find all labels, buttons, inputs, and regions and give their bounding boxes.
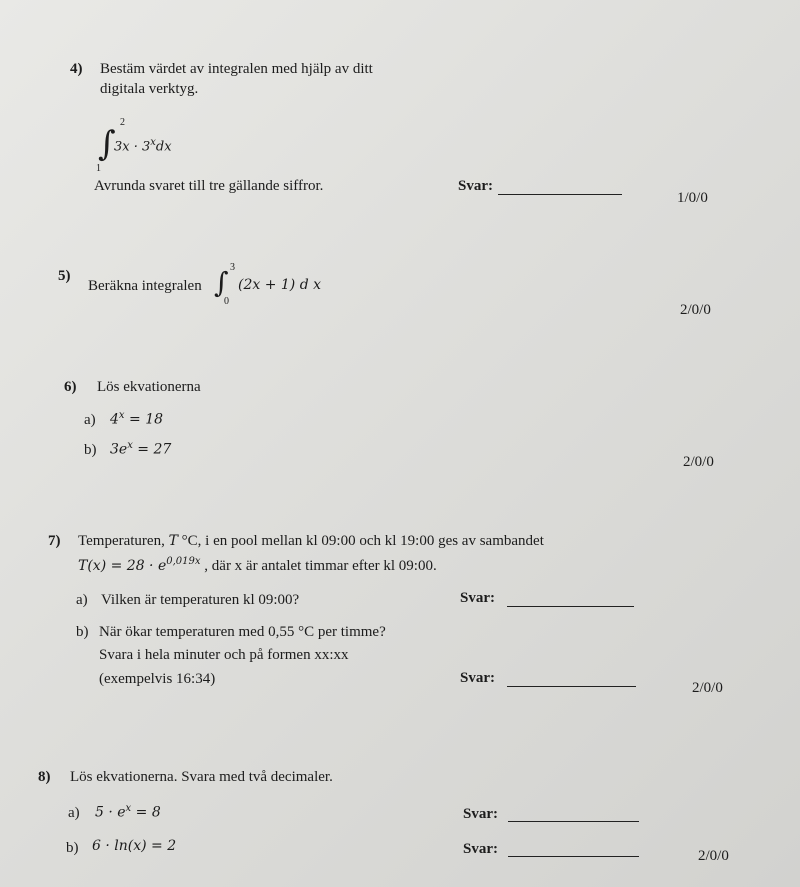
q7-a-label: a) — [76, 592, 88, 608]
q8-a-answer-line[interactable] — [508, 821, 639, 822]
q6-points: 2/0/0 — [683, 454, 714, 470]
q7-b-label: b) — [76, 624, 89, 640]
q5-lower-limit: 0 — [224, 296, 229, 307]
q4-svar-label: Svar: — [458, 178, 493, 194]
q8-a-label: a) — [68, 805, 80, 821]
q4-number: 4) — [70, 61, 83, 77]
q7-a-svar-label: Svar: — [460, 590, 495, 606]
q5-integral — [210, 262, 350, 308]
integral-sign-icon: ∫ — [98, 124, 116, 164]
q8-a-equation: $5 \cdot e^x = 8$ — [95, 803, 161, 821]
q8-a-svar-label: Svar: — [463, 806, 498, 822]
q7-line2: $T(x) = 28 \cdot e^{0,019x}$ , där x är antalet timmar efter kl 09:00. — [78, 556, 437, 574]
q7-b-svar-label: Svar: — [460, 670, 495, 686]
q6-title: Lös ekvationerna — [97, 379, 201, 395]
q7-points: 2/0/0 — [692, 680, 723, 696]
q8-points: 2/0/0 — [698, 848, 729, 864]
q5-number: 5) — [58, 268, 71, 284]
q7-line1: Temperaturen, T °C, i en pool mellan kl 09:00 och kl 19:00 ges av sambandet — [78, 533, 544, 549]
q5-upper-limit: 3 — [230, 262, 235, 273]
q5-points: 2/0/0 — [680, 302, 711, 318]
q4-answer-line[interactable] — [498, 194, 622, 195]
q4-points: 1/0/0 — [677, 190, 708, 206]
q7-a-answer-line[interactable] — [507, 606, 634, 607]
q7-b-answer-line[interactable] — [507, 686, 636, 687]
q7-b-line1: När ökar temperaturen med 0,55 °C per timme? — [99, 624, 386, 640]
q6-number: 6) — [64, 379, 77, 395]
integral-sign-icon: ∫ — [214, 266, 229, 299]
q4-lower-limit: 1 — [96, 163, 101, 174]
q8-number: 8) — [38, 769, 51, 785]
q4-integrand: $3x \cdot 3^xdx$ — [114, 137, 172, 155]
q4-integral — [94, 113, 214, 175]
q7-a-text: Vilken är temperaturen kl 09:00? — [101, 592, 300, 608]
q4-upper-limit: 2 — [120, 117, 125, 128]
q6-b-equation: $3e^x = 27$ — [110, 440, 172, 458]
q8-title: Lös ekvationerna. Svara med två decimaler. — [70, 769, 333, 785]
q6-a-equation: $4^x = 18$ — [110, 410, 164, 428]
q6-b-label: b) — [84, 442, 97, 458]
q7-b-line3: (exempelvis 16:34) — [99, 671, 216, 687]
q5-text: Beräkna integralen — [88, 278, 202, 294]
q7-b-line2: Svara i hela minuter och på formen xx:xx — [99, 647, 349, 663]
q8-b-answer-line[interactable] — [508, 856, 639, 857]
q4-rounding-note: Avrunda svaret till tre gällande siffror. — [94, 178, 324, 194]
q4-text-line1: Bestäm värdet av integralen med hjälp av ditt — [100, 61, 373, 77]
q8-b-equation: 6 · ln(x) = 2 — [92, 838, 177, 854]
q8-b-svar-label: Svar: — [463, 841, 498, 857]
q7-number: 7) — [48, 533, 61, 549]
q8-b-label: b) — [66, 840, 79, 856]
q5-integrand: (2x + 1) d x — [238, 277, 322, 293]
q4-text-line2: digitala verktyg. — [100, 81, 199, 97]
q6-a-label: a) — [84, 412, 96, 428]
